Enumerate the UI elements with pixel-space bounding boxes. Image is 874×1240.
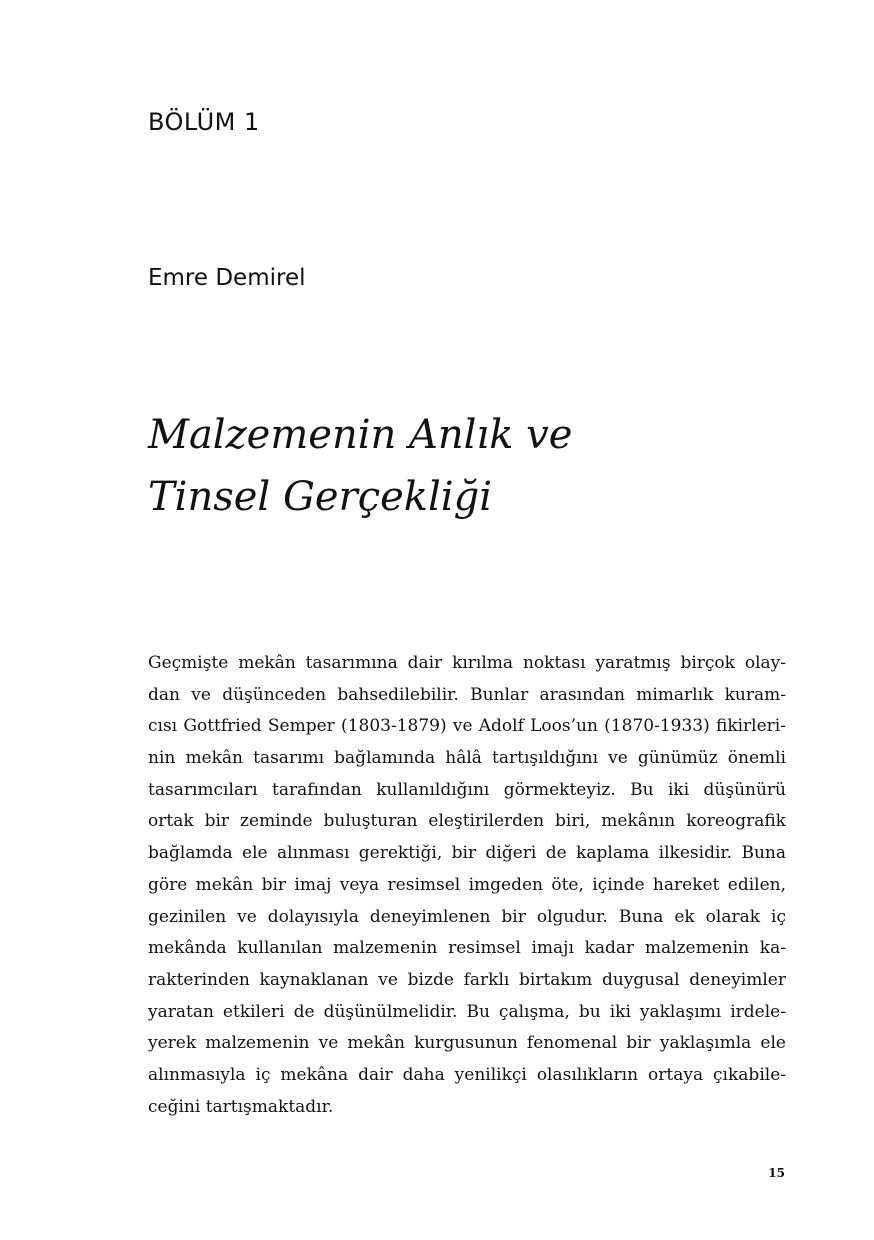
paragraph-line: gezinilen ve dolayısıyla deneyimlenen bir olgudur. Buna ek olarak iç bbox=[148, 906, 786, 927]
paragraph-line: dan ve düşünceden bahsedilebilir. Bunlar arasından mimarlık kuram- bbox=[148, 684, 786, 705]
chapter-label: BÖLÜM 1 bbox=[148, 108, 260, 136]
paragraph-line: nin mekân tasarımı bağlamında hâlâ tartışıldığını ve günümüz önemli bbox=[148, 748, 786, 769]
paragraph-line: alınmasıyla iç mekâna dair daha yenilikçi olasılıkların ortaya çıkabile- bbox=[148, 1064, 786, 1085]
paragraph-line: yaratan etkileri de düşünülmelidir. Bu çalışma, bu iki yaklaşımı irdele- bbox=[148, 1001, 786, 1022]
chapter-title-line-2: Tinsel Gerçekliği bbox=[148, 474, 492, 520]
page-number: 15 bbox=[768, 1166, 785, 1180]
paragraph-line: ceğini tartışmaktadır. bbox=[148, 1096, 334, 1117]
paragraph-line: bağlamda ele alınması gerektiği, bir diğeri de kaplama ilkesidir. Buna bbox=[148, 843, 786, 864]
paragraph-line: yerek malzemenin ve mekân kurgusunun fenomenal bir yaklaşımla ele bbox=[148, 1033, 786, 1054]
abstract-paragraph bbox=[148, 648, 786, 1123]
paragraph-line: tasarımcıları tarafından kullanıldığını görmekteyiz. Bu iki düşünürü bbox=[148, 779, 786, 800]
paragraph-line: cısı Gottfried Semper (1803-1879) ve Adolf Loos’un (1870-1933) fikirleri- bbox=[148, 716, 786, 737]
paragraph-line: mekânda kullanılan malzemenin resimsel imajı kadar malzemenin ka- bbox=[148, 938, 786, 959]
chapter-title-line-1: Malzemenin Anlık ve bbox=[148, 412, 573, 458]
paragraph-line: göre mekân bir imaj veya resimsel imgeden öte, içinde hareket edilen, bbox=[148, 874, 786, 895]
paragraph-line: ortak bir zeminde buluşturan eleştirilerden biri, mekânın koreografik bbox=[148, 811, 786, 832]
chapter-title bbox=[148, 404, 572, 528]
author-name: Emre Demirel bbox=[148, 265, 306, 291]
paragraph-line: Geçmişte mekân tasarımına dair kırılma noktası yaratmış birçok olay- bbox=[148, 653, 786, 673]
paragraph-line: rakterinden kaynaklanan ve bizde farklı birtakım duygusal deneyimler bbox=[148, 969, 786, 990]
